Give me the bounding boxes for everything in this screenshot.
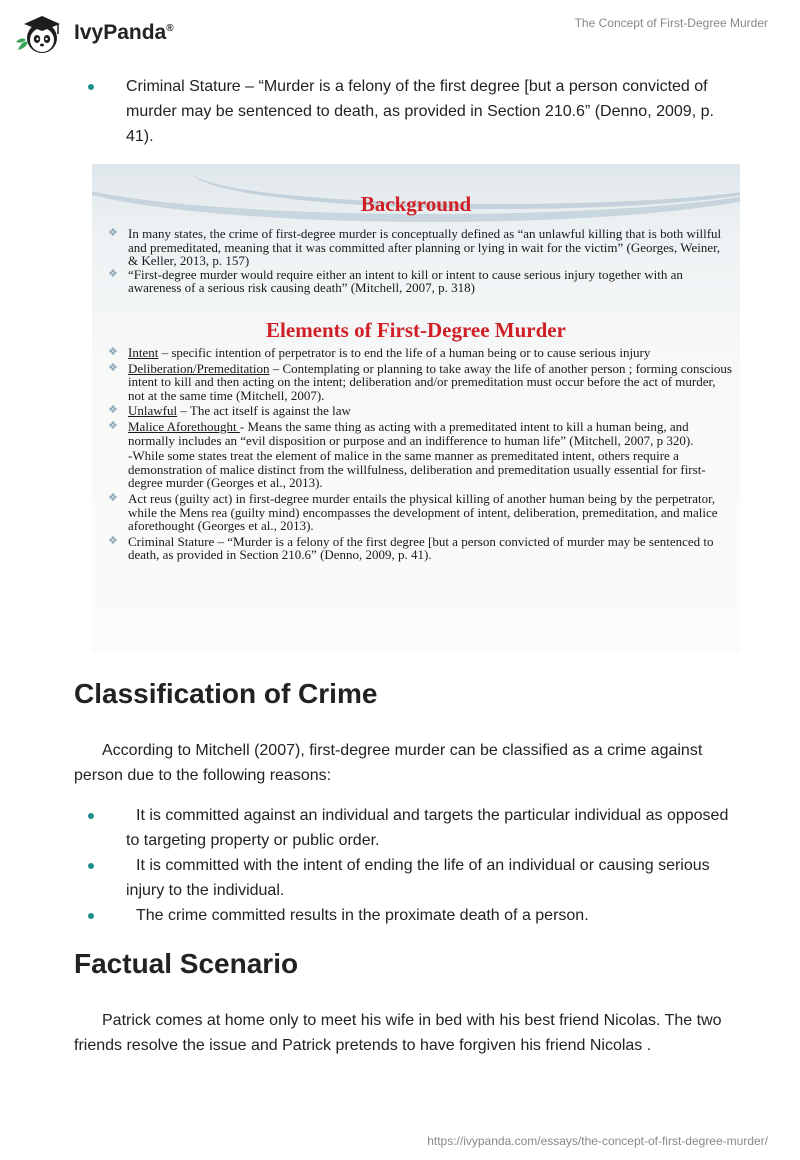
source-url[interactable]: https://ivypanda.com/essays/the-concept-of-first-degree-murder/	[427, 1134, 768, 1148]
document-title: The Concept of First-Degree Murder	[574, 16, 768, 30]
list-item: ❖ Act reus (guilty act) in first-degree murder entails the physical killing of another human being by the perpetrator, while the Mens rea (guilty mind) encompasses the development of intent, deliberation, premeditation, and malice aforethought (Georges et al., 2013).	[108, 490, 718, 534]
slide-elements-list	[104, 346, 732, 562]
ivypanda-logo[interactable]	[14, 10, 214, 56]
brand-name: IvyPanda®	[74, 21, 174, 44]
bullet-icon	[88, 863, 94, 869]
intro-section	[74, 74, 734, 149]
slide-heading-background: Background	[360, 192, 472, 216]
bullet-icon	[88, 84, 94, 90]
scenario-paragraph: Patrick comes at home only to meet his wife in bed with his best friend Nicolas. The two friends resolve the issue and Patrick pretends to have forgiven his friend Nicolas .	[74, 1012, 722, 1054]
list-item: ❖ Criminal Stature – “Murder is a felony of the first degree [but a person convicted of murder may be sentenced to death, as provided in Section 210.6” (Denno, 2009, p. 41).	[108, 533, 714, 563]
diamond-bullet-icon: ❖	[108, 534, 118, 547]
list-item: It is committed against an individual and targets the particular individual as opposed to targeting property or public order.	[74, 803, 734, 853]
list-item: It is committed with the intent of ending the life of an individual or causing serious injury to the individual.	[74, 853, 734, 903]
bullet-icon	[88, 813, 94, 819]
diamond-bullet-icon: ❖	[108, 361, 118, 374]
bullet-icon	[88, 913, 94, 919]
slide-background-list	[104, 227, 732, 295]
classification-intro: According to Mitchell (2007), first-degree murder can be classified as a crime against person due to the following reasons:	[74, 742, 703, 784]
diamond-bullet-icon: ❖	[108, 346, 118, 358]
list-item: ❖ Unlawful – The act itself is against the law	[108, 403, 351, 419]
slide-heading-elements: Elements of First-Degree Murder	[266, 318, 566, 342]
list-item: Criminal Stature – “Murder is a felony of the first degree [but a person convicted of murder may be sentenced to death, as provided in Section 210.6” (Denno, 2009, p. 41).	[74, 74, 734, 149]
page-header	[0, 0, 800, 62]
list-item: -While some states treat the element of malice in the same manner as premeditated intent, others require a demonstration of malice distinct from the willfulness, deliberation and premeditation usually essential for first-degree murder (Georges et al., 2013).	[128, 448, 706, 491]
list-item: ❖ Intent – specific intention of perpetrator is to end the life of a human being or to cause serious injury	[108, 345, 651, 360]
diamond-bullet-icon: ❖	[108, 267, 118, 280]
list-item: ❖ In many states, the crime of first-degree murder is conceptually defined as “an unlawful killing that is both willful and premeditated, meaning that it was committed after planning or lying in wait for the victim” (Georges, Weiner, & Keller, 2013, p. 157)	[108, 226, 722, 269]
panda-graduate-icon	[14, 10, 70, 56]
diamond-bullet-icon: ❖	[108, 404, 118, 417]
section-heading-scenario: Factual Scenario	[74, 948, 299, 979]
diamond-bullet-icon: ❖	[108, 491, 118, 504]
diamond-bullet-icon: ❖	[108, 227, 118, 239]
list-item: ❖ Malice Aforethought - Means the same thing as acting with a premeditated intent to kill a human being, and normally includes an “evil disposition or purpose and an indifference to human life” (Mitchell, 2007, p 320).	[108, 418, 694, 448]
section-heading-classification: Classification of Crime	[74, 678, 378, 709]
list-item: The crime committed results in the proximate death of a person.	[74, 903, 734, 928]
intro-bullet-list	[74, 74, 734, 149]
lecture-slide-image	[92, 164, 740, 652]
classification-section	[74, 803, 734, 928]
list-item: ❖ Deliberation/Premeditation – Contemplating or planning to take away the life of another person ; forming conscious intent to kill and then acting on the intent; deliberation and/or premeditation must occur before the act of murder, not at the same time (Mitchell, 2007).	[108, 360, 732, 403]
list-item: ❖ “First-degree murder would require either an intent to kill or intent to cause serious injury together with an awareness of a serious risk causing death” (Mitchell, 2007, p. 318)	[108, 266, 683, 296]
classification-bullet-list	[74, 803, 734, 928]
diamond-bullet-icon: ❖	[108, 419, 118, 432]
